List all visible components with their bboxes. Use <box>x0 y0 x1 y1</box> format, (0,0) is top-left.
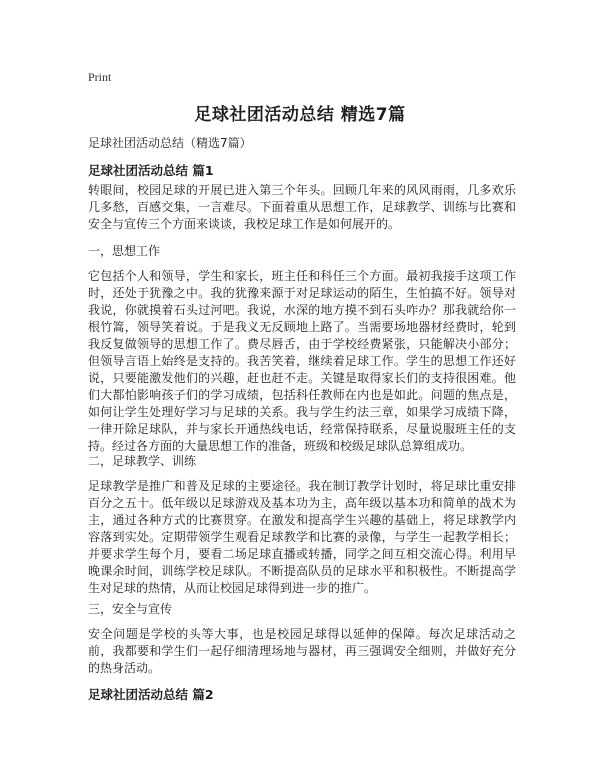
section-title-1: 足球社团活动总结 篇1 <box>88 163 214 178</box>
intro-paragraph: 转眼间，校园足球的开展已进入第三个年头。回顾几年来的风风雨雨，几多欢乐几多愁，百感交集，一言难尽。下面着重从思想工作，足球教学、训练与比赛和安全与宣传三个方面来谈谈，我校足球工作是如何展开的。 <box>88 183 516 231</box>
paragraph-safety: 安全问题是学校的头等大事，也是校园足球得以延伸的保障。每次足球活动之前，我都要和学生们一起仔细清理场地与器材，再三强调安全细则，并做好充分的热身活动。 <box>88 627 516 675</box>
document-title: 足球社团活动总结 精选7篇 <box>194 105 406 125</box>
heading-ideology: 一，思想工作 <box>88 244 161 258</box>
print-label[interactable]: Print <box>88 70 112 84</box>
paragraph-teaching: 足球教学是推广和普及足球的主要途径。我在制订教学计划时，将足球比重安排百分之五十。低年级以足球游戏及基本功为主，高年级以基本功和简单的战术为主，通过各种方式的比赛贯穿。在激发和提高学生兴趣的基础上，将足球教学内容落到实处。定期带领学生观看足球教学和比赛的录像，与学生一起教学相长；并要求学生每个月，要看二场足球直播或转播，同学之间互相交流心得。利用早晚课余时间，训练学校足球队。不断提高队员的足球水平和积极性。不断提高学生对足球的热情，从而让校园足球得到进一步的推广。 <box>88 479 516 595</box>
paragraph-ideology: 它包括个人和领导，学生和家长，班主任和科任三个方面。最初我接手这项工作时，还处于犹豫之中。我的犹豫来源于对足球运动的陌生，生怕搞不好。领导对我说，你就摸着石头过河吧。我说，水深的地方摸不到石头咋办？那我就给你一根竹篙，领导笑着说。于是我义无反顾地上路了。当需要场地器材经费时，轮到我反复做领导的思想工作了。费尽唇舌，由于学校经费紧张，只能解决小部分；但领导言语上始终是支持的。我苦笑着，继续着足球工作。学生的思想工作还好说，只要能激发他们的兴趣，赶也赶不走。关键是取得家长们的支持很困难。他们大都怕影响孩子们的学习成绩，包括科任教师在内也是如此。问题的焦点是，如何让学生处理好学习与足球的关系。我与学生约法三章，如果学习成绩下降，一律开除足球队，并与家长开通热线电话，经常保持联系，尽量说服班主任的支持。经过各方面的大量思想工作的准备，班级和校级足球队总算组成功。 <box>88 269 516 453</box>
heading-teaching: 二，足球教学、训练 <box>88 454 197 468</box>
document-subtitle: 足球社团活动总结（精选7篇） <box>88 136 252 150</box>
section-title-2: 足球社团活动总结 篇2 <box>88 687 214 702</box>
heading-safety: 三，安全与宣传 <box>88 602 173 616</box>
